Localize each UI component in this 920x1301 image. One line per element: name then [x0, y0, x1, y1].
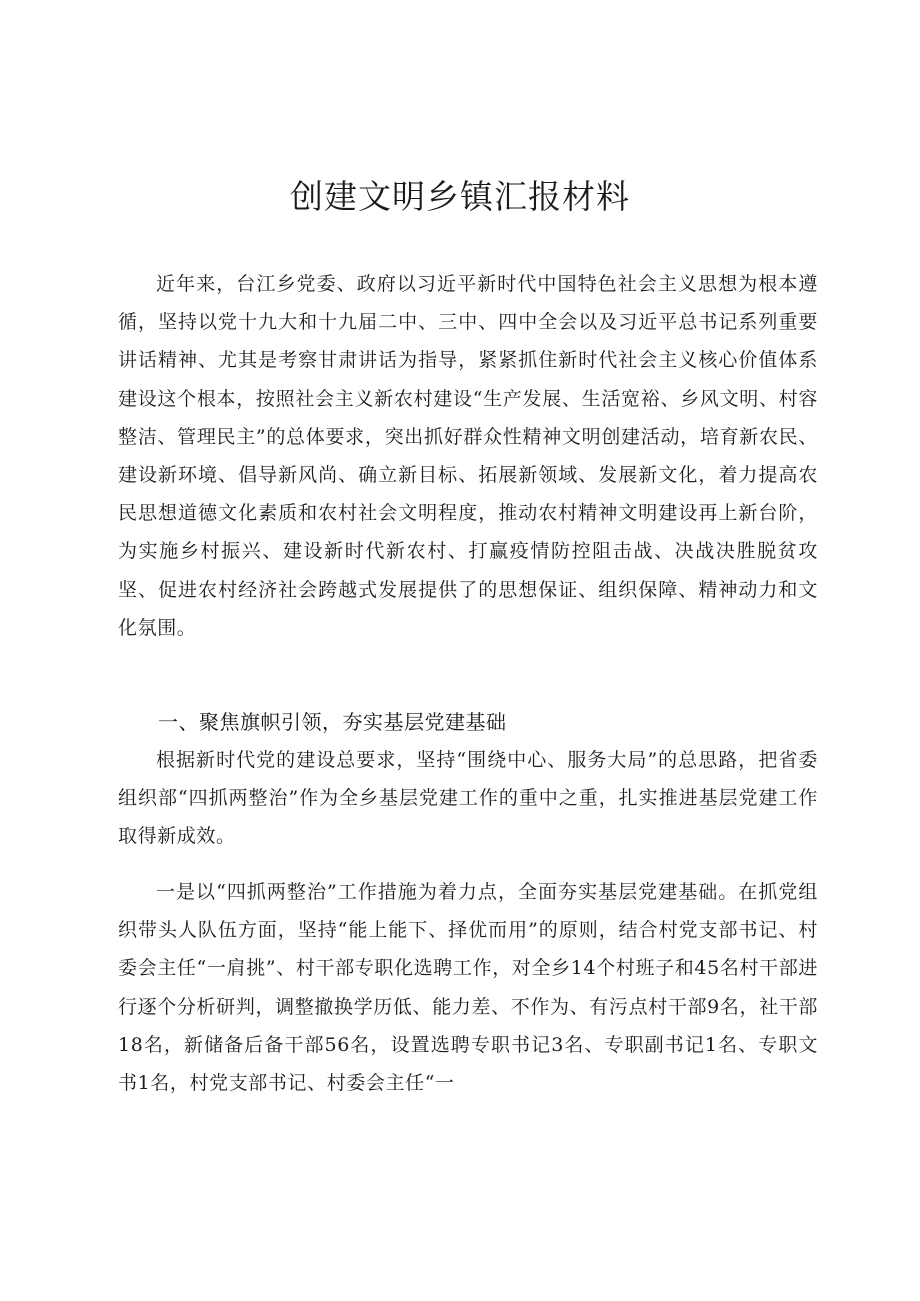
section-paragraph-2: 一是以“四抓两整治”工作措施为着力点，全面夯实基层党建基础。在抓党组织带头人队伍方面，坚持“能上能下、择优而用”的原则，结合村党支部书记、村委会主任“一肩挑”、村干部专职化选聘工作，对全乡14个村班子和45名村干部进行逐个分析研判，调整撤换学历低、能力差、不作为、有污点村干部9名，社干部18名，新储备后备干部56名，设置选聘专职书记3名、专职副书记1名、专职文书1名，村党支部书记、村委会主任“一: [118, 881, 818, 1095]
intro-paragraph: 近年来，台江乡党委、政府以习近平新时代中国特色社会主义思想为根本遵循，坚持以党十九大和十九届二中、三中、四中全会以及习近平总书记系列重要讲话精神、尤其是考察甘肃讲话为指导，紧紧抓住新时代社会主义核心价值体系建设这个根本，按照社会主义新农村建设“生产发展、生活宽裕、乡风文明、村容整洁、管理民主”的总体要求，突出抓好群众性精神文明创建活动，培育新农民、建设新环境、倡导新风尚、确立新目标、拓展新领域、发展新文化，着力提高农民思想道德文化素质和农村社会文明程度，推动农村精神文明建设再上新台阶，为实施乡村振兴、建设新时代新农村、打赢疫情防控阻击战、决战决胜脱贫攻坚、促进农村经济社会跨越式发展提供了的思想保证、组织保障、精神动力和文化氛围。: [118, 273, 818, 639]
document-title: 创建文明乡镇汇报材料: [290, 177, 630, 216]
section-paragraph-1: 根据新时代党的建设总要求，坚持“围绕中心、服务大局”的总思路，把省委组织部“四抓两整治”作为全乡基层党建工作的重中之重，扎实推进基层党建工作取得新成效。: [118, 749, 818, 848]
section-heading: 一、聚焦旗帜引领，夯实基层党建基础: [158, 710, 507, 734]
